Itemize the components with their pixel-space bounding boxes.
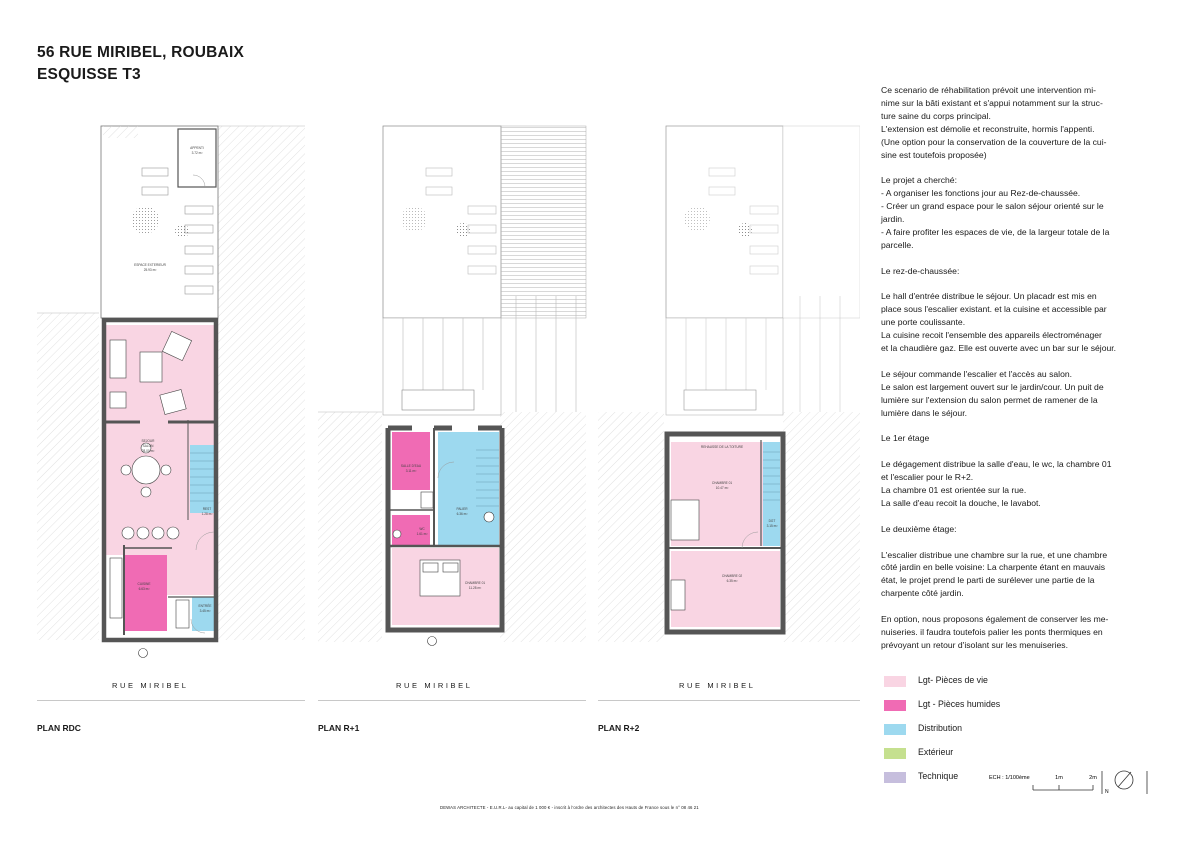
area-dgt: 3.15 m² xyxy=(766,524,778,528)
legend-swatch xyxy=(884,772,906,783)
scale-bar xyxy=(985,768,1155,798)
street-label-rdc: RUE MIRIBEL xyxy=(112,681,189,690)
description-paragraph xyxy=(881,84,1153,161)
description-line: nime sur la bâti existant et s'appui notamment sur la struc- xyxy=(881,97,1103,108)
label-appenti: APPENTI xyxy=(190,146,204,150)
area-cuisine: 6.63 m² xyxy=(138,587,150,591)
legend-swatch xyxy=(884,676,906,687)
legend-swatch xyxy=(884,748,906,759)
description-paragraph xyxy=(881,613,1153,652)
description-line: La chambre 01 est orientée sur la rue. xyxy=(881,485,1027,495)
street-label-r2: RUE MIRIBEL xyxy=(679,681,756,690)
separator-r1 xyxy=(318,700,586,701)
description-line: charpente côté jardin. xyxy=(881,588,964,599)
description-paragraph xyxy=(881,290,1153,355)
label-sejour: SEJOUR xyxy=(141,439,155,443)
plan-r1 xyxy=(318,126,586,646)
neighbor-left xyxy=(37,313,99,640)
description-line: place sous l'escalier existant. et la cuisine et accessible par xyxy=(881,304,1107,315)
label-espace-ext: ESPACE EXTERIEUR xyxy=(134,263,166,267)
description-line: Le 1er étage xyxy=(881,433,930,444)
separator-rdc xyxy=(37,700,305,701)
description-paragraph xyxy=(881,368,1153,420)
description-paragraph xyxy=(881,174,1153,251)
scale-label: ECH : 1/100ème xyxy=(989,775,1030,781)
scale-tick-1m: 1m xyxy=(1055,775,1063,781)
area-sejour: 28.00 m² xyxy=(141,449,155,453)
description-line: - A organiser les fonctions jour au Rez-de-chaussée. xyxy=(881,188,1081,199)
description-line: une porte coulissante. xyxy=(881,317,966,328)
label-salle-eau: SALLE D'EAU xyxy=(400,464,422,468)
plan-label-rdc: PLAN RDC xyxy=(37,723,81,733)
description-line: sine est toutefois proposée) xyxy=(881,149,987,160)
description-line: prévoyant un retour d'isolant sur les menuiseries. xyxy=(881,639,1068,650)
area-entree: 3.45 m² xyxy=(199,609,211,613)
description-line: Le séjour commande l'escalier et l'accès au salon. xyxy=(881,368,1073,379)
label-rest: REST xyxy=(202,507,212,511)
description-line: Le projet a cherché: xyxy=(881,175,957,186)
legend-label: Technique xyxy=(918,771,959,781)
label-cuisine: CUISINE xyxy=(137,582,151,586)
description-line: En option, nous proposons également de conserver les me- xyxy=(881,614,1109,625)
description-line: La salle d'eau recoit la douche, le lavabot. xyxy=(881,497,1041,508)
label-palier: PALIER xyxy=(456,507,468,511)
description-line: Le dégagement distribue la salle d'eau, le wc, la chambre 01 xyxy=(881,459,1112,470)
area-espace-ext: 25.93 m² xyxy=(143,268,157,272)
description-line: et la chaudière gaz. Elle est ouverte avec un bar sur le séjour. xyxy=(881,343,1117,354)
description-line: jardin. xyxy=(881,214,905,225)
area-chambre02-r2: 6.35 m² xyxy=(726,579,738,583)
cuisine xyxy=(125,555,167,631)
legend-label: Distribution xyxy=(918,723,963,733)
legend-swatch xyxy=(884,700,906,711)
footer-credits: DEWAS ARCHITECTE - E.U.R.L- au capital de 1 000 € - inscrit à l'ordre des architectes des Hauts de France sous le n° 08 46 21 xyxy=(440,805,699,810)
area-rest: 1.28 m² xyxy=(201,512,213,516)
north-label: N xyxy=(1105,789,1109,795)
description-line: Le salon est largement ouvert sur le jardin/cour. Un puit de xyxy=(881,381,1104,392)
description-line: lumière dans le séjour. xyxy=(881,407,967,418)
plan-label-r2: PLAN R+2 xyxy=(598,723,640,733)
label-rehausse: REHAUSSE DE LA TOITURE xyxy=(700,445,744,449)
description-line: parcelle. xyxy=(881,239,914,250)
description-line: - Créer un grand espace pour le salon séjour orienté sur le xyxy=(881,201,1104,212)
neighbor-right xyxy=(218,126,305,640)
description-paragraph xyxy=(881,265,1153,278)
description-paragraph xyxy=(881,523,1153,536)
project-description xyxy=(881,84,1153,665)
description-line: nuiseries. il faudra toutefois palier les ponts thermiques en xyxy=(881,626,1103,637)
project-subtitle: ESQUISSE T3 xyxy=(37,66,141,83)
description-paragraph xyxy=(881,432,1153,445)
area-chambre-r1: 11.28 m² xyxy=(468,586,482,590)
project-title: 56 RUE MIRIBEL, ROUBAIX xyxy=(37,44,244,61)
label-salon: SALON xyxy=(142,444,154,448)
description-line: Le hall d'entrée distribue le séjour. Un placadr est mis en xyxy=(881,291,1097,302)
label-chambre-r1: CHAMBRE 01 xyxy=(464,581,486,585)
legend-label: Lgt - Pièces humides xyxy=(918,699,1001,709)
legend-label: Lgt- Pièces de vie xyxy=(918,675,988,685)
appenti xyxy=(178,129,216,187)
area-appenti: 3.72 m² xyxy=(191,151,203,155)
description-line: Ce scenario de réhabilitation prévoit une intervention mi- xyxy=(881,85,1096,95)
description-line: lumière sur l'extension du salon permet de ramener de la xyxy=(881,394,1098,405)
description-line: côté jardin en belle voisine: La charpente étant en mauvais xyxy=(881,562,1106,573)
description-line: ture saine du corps principal. xyxy=(881,110,991,121)
area-chambre01-r2: 10.47 m² xyxy=(715,486,729,490)
description-line: et l'escalier pour le R+2. xyxy=(881,472,974,483)
description-line: - A faire profiter les espaces de vie, de la largeur totale de la xyxy=(881,226,1110,237)
plan-rdc xyxy=(37,126,305,658)
legend-swatch xyxy=(884,724,906,735)
area-palier: 6.36 m² xyxy=(456,512,468,516)
description-paragraph xyxy=(881,458,1153,510)
description-line: La cuisine recoit l'ensemble des appareils électroménager xyxy=(881,330,1102,341)
description-line: Le deuxième étage: xyxy=(881,523,957,534)
label-chambre01-r2: CHAMBRE 01 xyxy=(711,481,733,485)
label-dgt: DGT xyxy=(768,519,776,523)
description-paragraph xyxy=(881,549,1153,601)
label-chambre02-r2: CHAMBRE 02 xyxy=(721,574,743,578)
plan-label-r1: PLAN R+1 xyxy=(318,723,360,733)
plan-r2 xyxy=(598,126,860,642)
area-wc: 1.61 m² xyxy=(416,532,428,536)
entree xyxy=(192,597,214,631)
street-label-r1: RUE MIRIBEL xyxy=(396,681,473,690)
separator-r2 xyxy=(598,700,860,701)
label-entree: ENTRÉE xyxy=(198,604,212,608)
legend-label: Extérieur xyxy=(918,747,954,757)
label-wc: WC xyxy=(419,527,425,531)
scale-tick-2m: 2m xyxy=(1089,775,1097,781)
description-line: L'escalier distribue une chambre sur la rue, et une chambre xyxy=(881,549,1108,560)
area-salle-eau: 3.11 m² xyxy=(405,469,417,473)
description-line: (Une option pour la conservation de la couverture de la cui- xyxy=(881,136,1107,147)
stair-rdc xyxy=(190,445,214,513)
description-line: état, le projet prend le parti de surélever une partie de la xyxy=(881,575,1095,586)
description-line: Le rez-de-chaussée: xyxy=(881,265,960,276)
description-line: L'extension est démolie et reconstruite, hormis l'appenti. xyxy=(881,123,1095,134)
